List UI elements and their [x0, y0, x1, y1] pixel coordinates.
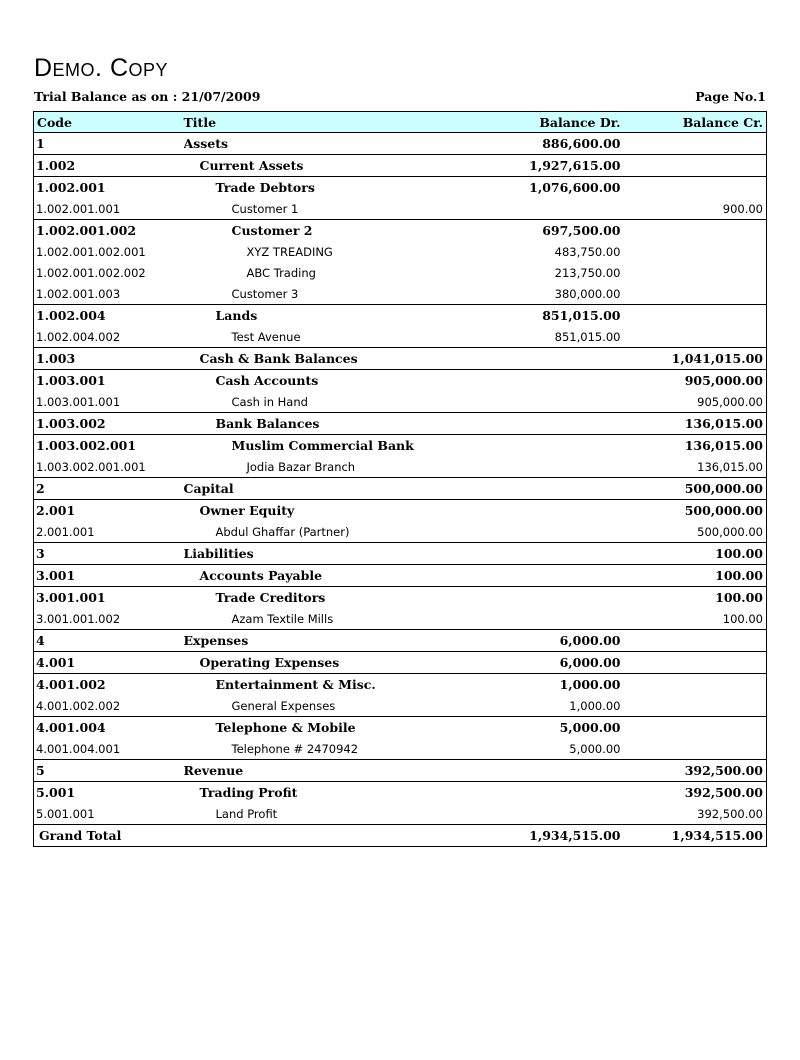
- table-row: [34, 283, 767, 305]
- balance-cr: 136,015.00: [624, 435, 767, 457]
- account-code: 1: [34, 133, 184, 155]
- grand-total-row: [34, 825, 767, 847]
- account-title: Bank Balances: [184, 413, 514, 435]
- account-title: Azam Textile Mills: [231, 611, 334, 626]
- account-code: 5: [34, 760, 184, 782]
- balance-cr: 1,041,015.00: [624, 348, 767, 370]
- account-title: Customer 3: [231, 286, 299, 301]
- balance-cr: 100.00: [624, 565, 767, 587]
- table-row: [34, 326, 767, 348]
- account-code: 4.001.004.001: [34, 738, 184, 760]
- account-code: 1.003.001.001: [34, 391, 184, 413]
- balance-cr: [624, 177, 767, 199]
- balance-cr: 100.00: [624, 543, 767, 565]
- balance-dr: 6,000.00: [514, 652, 624, 674]
- balance-cr: 905,000.00: [624, 370, 767, 392]
- table-row: [34, 348, 767, 370]
- account-code: 2.001: [34, 500, 184, 522]
- balance-dr: 697,500.00: [514, 220, 624, 242]
- balance-cr: 100.00: [624, 608, 767, 630]
- account-code: 3.001.001.002: [34, 608, 184, 630]
- account-code: 5.001: [34, 782, 184, 804]
- account-code: 1.002.001.002.001: [34, 241, 184, 262]
- balance-cr: [624, 630, 767, 652]
- account-title: Muslim Commercial Bank: [184, 435, 514, 457]
- balance-dr: 886,600.00: [514, 133, 624, 155]
- table-row: [34, 521, 767, 543]
- balance-cr: [624, 695, 767, 717]
- balance-cr: 500,000.00: [624, 500, 767, 522]
- balance-dr: [514, 608, 624, 630]
- account-title: Entertainment & Misc.: [184, 674, 514, 696]
- balance-dr: [514, 803, 624, 825]
- column-header-title: Title: [184, 112, 514, 133]
- account-code: 3.001.001: [34, 587, 184, 609]
- balance-dr: 380,000.00: [554, 286, 621, 301]
- table-row: [34, 695, 767, 717]
- balance-dr: [514, 587, 624, 609]
- table-row: [34, 241, 767, 262]
- account-title: Trade Debtors: [184, 177, 514, 199]
- account-title: Liabilities: [184, 543, 514, 565]
- account-code: 4.001.004: [34, 717, 184, 739]
- table-row: [34, 565, 767, 587]
- account-title: Abdul Ghaffar (Partner): [215, 524, 350, 539]
- balance-dr: [514, 370, 624, 392]
- balance-cr: 900.00: [624, 198, 767, 220]
- table-row: [34, 738, 767, 760]
- account-code: 1.003.002: [34, 413, 184, 435]
- balance-cr: [624, 305, 767, 327]
- table-row: [34, 198, 767, 220]
- account-title: Expenses: [184, 630, 514, 652]
- account-title: Cash in Hand: [231, 394, 308, 409]
- trial-balance-date: Trial Balance as on : 21/07/2009: [34, 89, 261, 104]
- table-row: [34, 262, 767, 283]
- account-code: 1.003.002.001: [34, 435, 184, 457]
- table-row: [34, 155, 767, 177]
- account-code: 3.001: [34, 565, 184, 587]
- account-title: Trading Profit: [184, 782, 514, 804]
- account-title: Assets: [184, 133, 514, 155]
- account-code: 5.001.001: [34, 803, 184, 825]
- account-title: Trade Creditors: [184, 587, 514, 609]
- account-code: 3: [34, 543, 184, 565]
- balance-cr: [624, 262, 767, 283]
- table-row: [34, 803, 767, 825]
- account-code: 1.002.001.002.002: [34, 262, 184, 283]
- balance-dr: 5,000.00: [569, 741, 621, 756]
- balance-dr: 1,000.00: [569, 698, 621, 713]
- account-title: XYZ TREADING: [246, 244, 333, 259]
- balance-cr: 392,500.00: [624, 803, 767, 825]
- balance-dr: 851,015.00: [554, 329, 621, 344]
- account-title: Current Assets: [184, 155, 514, 177]
- table-row: [34, 177, 767, 199]
- account-code: 1.002.001.001: [34, 198, 184, 220]
- balance-dr: 483,750.00: [554, 244, 621, 259]
- balance-cr: 905,000.00: [624, 391, 767, 413]
- account-title: Customer 1: [231, 201, 299, 216]
- balance-dr: 851,015.00: [514, 305, 624, 327]
- balance-dr: 5,000.00: [514, 717, 624, 739]
- account-title: Capital: [184, 478, 514, 500]
- account-code: 1.003.002.001.001: [34, 456, 184, 478]
- table-body: [34, 133, 767, 847]
- table-row: [34, 608, 767, 630]
- account-title: Telephone # 2470942: [231, 741, 359, 756]
- balance-cr: [624, 220, 767, 242]
- balance-cr: [624, 674, 767, 696]
- account-title: ABC Trading: [246, 265, 316, 280]
- table-row: [34, 760, 767, 782]
- table-row: [34, 435, 767, 457]
- account-title: Test Avenue: [231, 329, 301, 344]
- balance-dr: [514, 543, 624, 565]
- balance-cr: [624, 717, 767, 739]
- column-header-balance-cr: Balance Cr.: [624, 112, 767, 133]
- balance-cr: 392,500.00: [624, 760, 767, 782]
- grand-total-spacer: [184, 825, 514, 847]
- account-code: 4: [34, 630, 184, 652]
- account-title: Lands: [184, 305, 514, 327]
- balance-cr: 500,000.00: [624, 478, 767, 500]
- table-row: [34, 782, 767, 804]
- account-code: 1.002.001.002: [34, 220, 184, 242]
- account-title: Accounts Payable: [184, 565, 514, 587]
- account-code: 1.002: [34, 155, 184, 177]
- balance-cr: [624, 326, 767, 348]
- balance-dr: [514, 391, 624, 413]
- account-title: Customer 2: [184, 220, 514, 242]
- report-subheader: [34, 89, 766, 107]
- account-code: 1.002.001: [34, 177, 184, 199]
- table-row: [34, 587, 767, 609]
- balance-cr: [624, 738, 767, 760]
- balance-cr: 136,015.00: [624, 413, 767, 435]
- grand-total-label: Grand Total: [34, 825, 184, 847]
- account-title: Owner Equity: [184, 500, 514, 522]
- account-code: 4.001.002.002: [34, 695, 184, 717]
- balance-dr: 213,750.00: [554, 265, 621, 280]
- table-row: [34, 305, 767, 327]
- grand-total-cr: 1,934,515.00: [624, 825, 767, 847]
- table-row: [34, 413, 767, 435]
- account-title: General Expenses: [231, 698, 336, 713]
- account-title: Cash Accounts: [184, 370, 514, 392]
- account-title: Revenue: [184, 760, 514, 782]
- table-row: [34, 456, 767, 478]
- table-row: [34, 478, 767, 500]
- balance-dr: [514, 565, 624, 587]
- account-title: Telephone & Mobile: [184, 717, 514, 739]
- table-row: [34, 630, 767, 652]
- balance-cr: [624, 241, 767, 262]
- table-row: [34, 717, 767, 739]
- table-header-row: [34, 112, 767, 133]
- balance-dr: [514, 478, 624, 500]
- account-code: 1.003: [34, 348, 184, 370]
- balance-dr: 1,076,600.00: [514, 177, 624, 199]
- balance-cr: 500,000.00: [624, 521, 767, 543]
- balance-dr: [514, 198, 624, 220]
- balance-cr: 136,015.00: [624, 456, 767, 478]
- balance-dr: [514, 456, 624, 478]
- account-code: 1.002.001.003: [34, 283, 184, 305]
- balance-dr: 1,927,615.00: [514, 155, 624, 177]
- column-header-balance-dr: Balance Dr.: [514, 112, 624, 133]
- balance-cr: [624, 652, 767, 674]
- balance-cr: 392,500.00: [624, 782, 767, 804]
- account-title: Cash & Bank Balances: [184, 348, 514, 370]
- report-title: Demo. Copy: [34, 54, 169, 82]
- account-title: Jodia Bazar Branch: [246, 459, 356, 474]
- balance-dr: [514, 521, 624, 543]
- grand-total-dr: 1,934,515.00: [514, 825, 624, 847]
- table-row: [34, 543, 767, 565]
- account-code: 4.001.002: [34, 674, 184, 696]
- table-row: [34, 674, 767, 696]
- balance-dr: 1,000.00: [514, 674, 624, 696]
- trial-balance-table: [33, 111, 767, 847]
- account-code: 1.002.004.002: [34, 326, 184, 348]
- balance-cr: 100.00: [624, 587, 767, 609]
- account-code: 1.002.004: [34, 305, 184, 327]
- balance-cr: [624, 283, 767, 305]
- balance-dr: [514, 782, 624, 804]
- account-code: 2: [34, 478, 184, 500]
- balance-dr: [514, 500, 624, 522]
- table-row: [34, 133, 767, 155]
- balance-dr: [514, 348, 624, 370]
- balance-cr: [624, 155, 767, 177]
- balance-dr: [514, 413, 624, 435]
- balance-dr: [514, 760, 624, 782]
- table-row: [34, 220, 767, 242]
- account-code: 1.003.001: [34, 370, 184, 392]
- table-row: [34, 652, 767, 674]
- table-row: [34, 370, 767, 392]
- balance-dr: 6,000.00: [514, 630, 624, 652]
- table-row: [34, 391, 767, 413]
- column-header-code: Code: [34, 112, 184, 133]
- balance-cr: [624, 133, 767, 155]
- account-code: 4.001: [34, 652, 184, 674]
- table-row: [34, 500, 767, 522]
- balance-dr: [514, 435, 624, 457]
- account-title: Land Profit: [215, 806, 278, 821]
- account-title: Operating Expenses: [184, 652, 514, 674]
- account-code: 2.001.001: [34, 521, 184, 543]
- page-number: Page No.1: [695, 89, 766, 104]
